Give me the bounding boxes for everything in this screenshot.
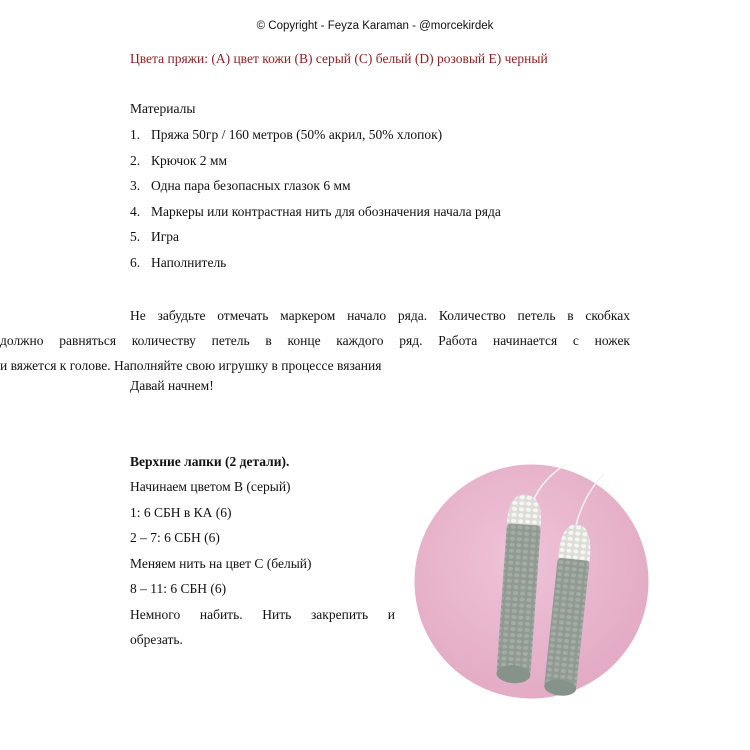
materials-list [130,126,501,280]
item-text: Игра [151,229,180,245]
list-item [130,177,501,203]
instruction-line: Начинаем цветом B (серый) [130,479,291,494]
lets-start-text: Давай начнем! [130,378,214,393]
instruction-line: Немного набить. Нить закрепить и [130,606,395,622]
item-number: 6. [130,254,141,270]
materials-title: Материалы [130,101,196,116]
item-text: Крючок 2 мм [151,152,228,168]
item-text: Пряжа 50гр / 160 метров (50% акрил, 50% хлопок) [151,127,443,142]
intro-line-2: должно равняться количеству петель в конце каждого ряд. Работа начинается с ножек [0,333,630,348]
item-number: 4. [130,203,141,219]
instruction-line: 8 – 11: 6 СБН (6) [130,581,227,596]
list-item [130,228,501,254]
item-number: 1. [130,127,141,142]
list-item [130,254,501,280]
item-number: 2. [130,152,141,168]
intro-paragraph [0,303,630,378]
yarn-colors-line: Цвета пряжи: (A) цвет кожи (B) серый (C) белый (D) розовый E) черный [130,51,548,66]
list-item [130,152,501,178]
section-title: Верхние лапки (2 детали). [130,454,290,469]
intro-line-3: и вяжется к голове. Наполняйте свою игрушку в процессе вязания [0,358,382,373]
copyright-notice: © Copyright - Feyza Karaman - @morcekirdek [256,20,494,32]
instruction-line: 1: 6 СБН в КА (6) [130,504,232,520]
list-item [130,126,501,152]
item-text: Наполнитель [151,254,227,270]
instruction-line: Меняем нить на цвет C (белый) [130,555,312,571]
item-number: 3. [130,178,141,194]
item-text: Маркеры или контрастная нить для обозначения начала ряда [151,203,501,219]
item-text: Одна пара безопасных глазок 6 мм [151,178,351,194]
instruction-line: 2 – 7: 6 СБН (6) [130,530,220,545]
crochet-paws-photo [414,464,649,699]
intro-line-1: Не забудьте отмечать маркером начало ряда. Количество петель в скобках [130,308,630,323]
list-item [130,203,501,229]
instruction-line: обрезать. [130,632,183,647]
item-number: 5. [130,229,141,245]
upper-paws-section [130,452,395,656]
